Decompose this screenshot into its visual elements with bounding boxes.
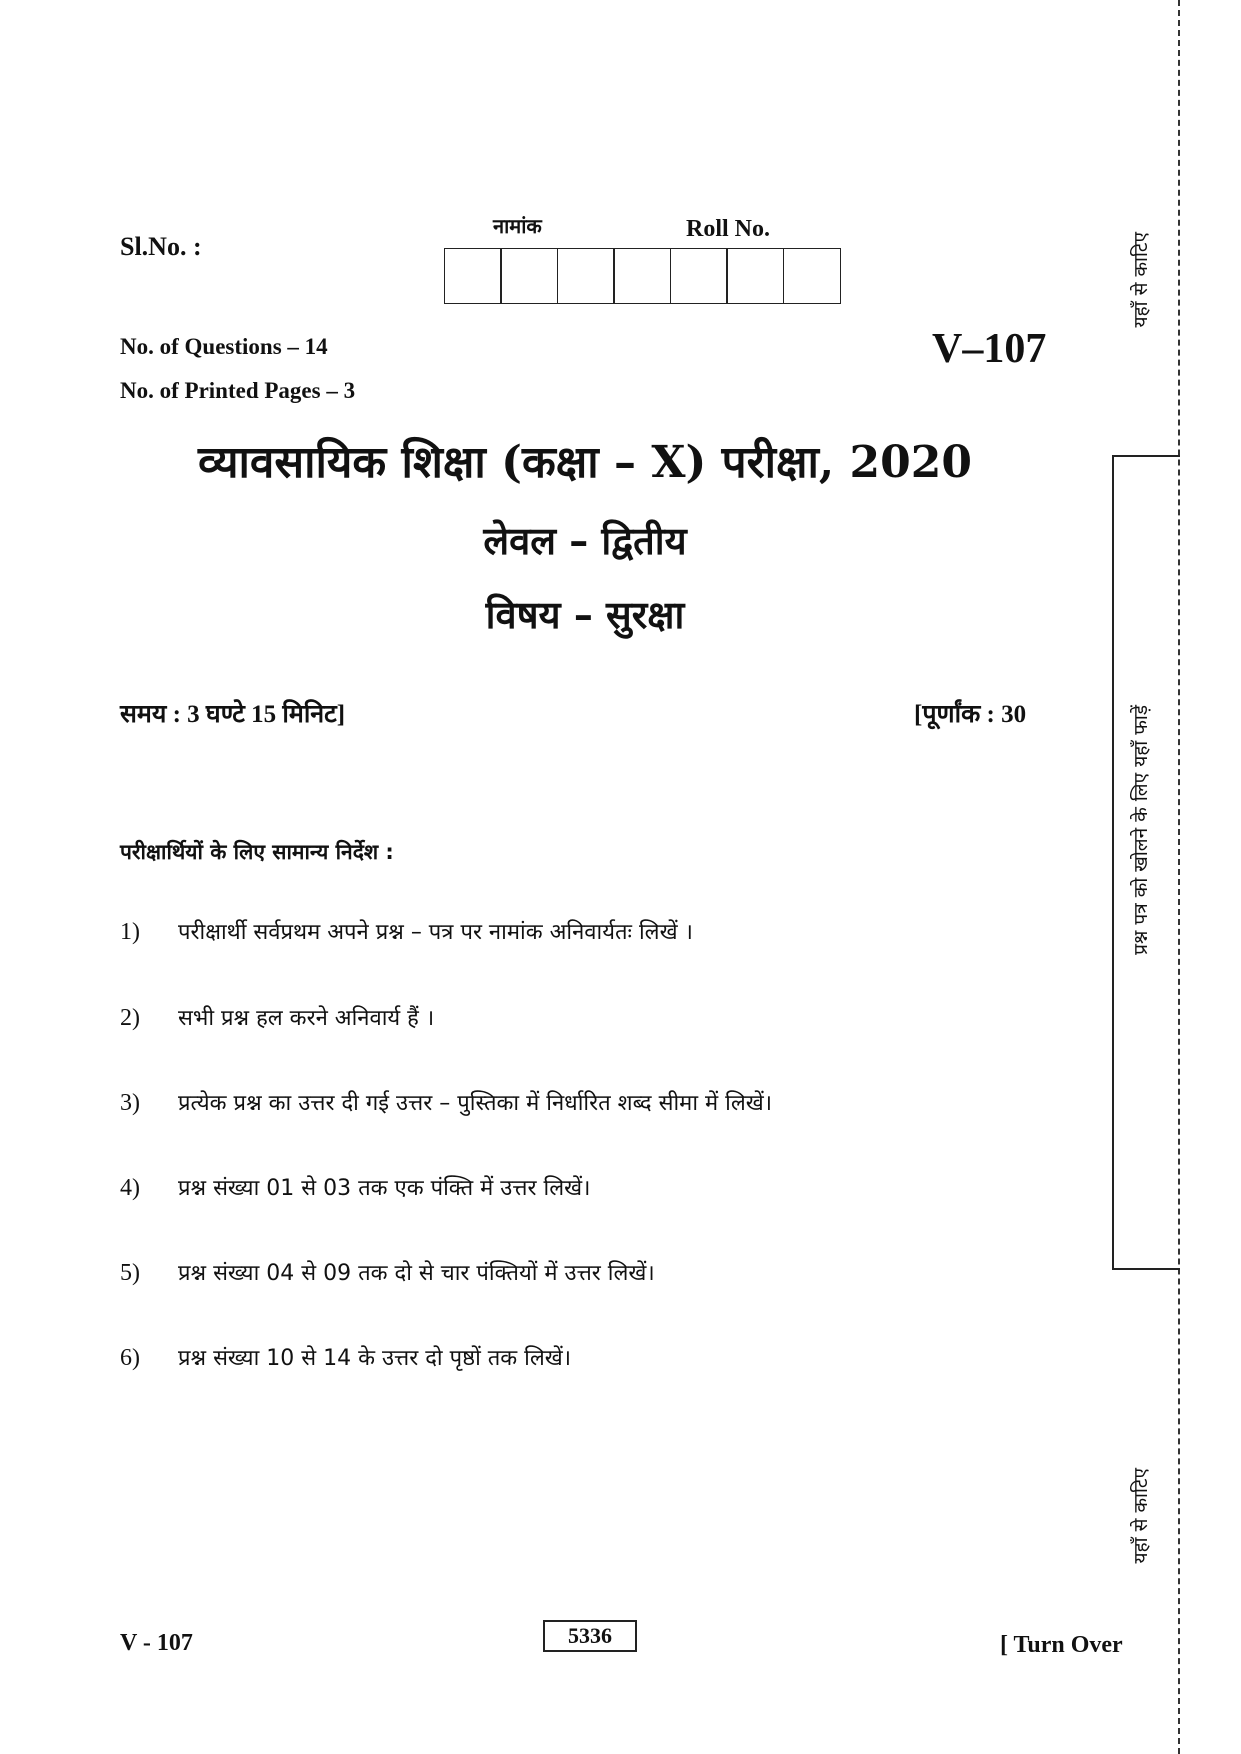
level-title: लेवल – द्वितीय — [483, 519, 687, 563]
roll-box[interactable] — [783, 248, 841, 304]
instruction-number: 3) — [120, 1090, 140, 1116]
instruction-item — [120, 1172, 590, 1202]
roll-number-boxes[interactable] — [445, 248, 841, 304]
roll-box[interactable] — [444, 248, 502, 304]
exam-title: व्यावसायिक शिक्षा (कक्षा – X) परीक्षा, 2020 — [197, 437, 973, 488]
serial-number-label: Sl.No. : — [120, 232, 202, 261]
time-allowed: समय : 3 घण्टे 15 मिनिट] — [120, 701, 346, 728]
instruction-item — [120, 916, 693, 946]
instruction-number: 6) — [120, 1345, 140, 1371]
cut-here-top-label: यहाँ से काटिए — [1130, 232, 1152, 328]
number-of-questions: No. of Questions – 14 — [120, 334, 328, 359]
paper-code: V–107 — [932, 326, 1047, 372]
instruction-number: 4) — [120, 1175, 140, 1201]
roll-label-english: Roll No. — [686, 216, 770, 242]
instruction-number: 2) — [120, 1005, 140, 1031]
instruction-text: सभी प्रश्न हल करने अनिवार्य हैं । — [178, 1006, 435, 1031]
footer-paper-code: V - 107 — [120, 1630, 193, 1656]
number-of-pages: No. of Printed Pages – 3 — [120, 378, 356, 403]
footer-serial-box: 5336 — [543, 1620, 637, 1652]
instruction-text: प्रश्न संख्या 04 से 09 तक दो से चार पंक्तियों में उत्तर लिखें। — [178, 1261, 655, 1286]
tear-here-label: प्रश्न पत्र को खोलने के लिए यहाँ फाड़ें — [1130, 705, 1152, 955]
cut-here-bottom-label: यहाँ से काटिए — [1130, 1468, 1152, 1564]
instruction-item — [120, 1257, 655, 1287]
instruction-text: प्रश्न संख्या 01 से 03 तक एक पंक्ति में उत्तर लिखें। — [178, 1176, 591, 1201]
instruction-item — [120, 1087, 772, 1117]
instruction-number: 5) — [120, 1260, 140, 1286]
roll-box[interactable] — [500, 248, 558, 304]
subject-title: विषय – सुरक्षा — [485, 593, 685, 637]
instructions-heading: परीक्षार्थियों के लिए सामान्य निर्देश : — [120, 840, 394, 864]
turn-over-label: [ Turn Over — [1000, 1632, 1123, 1658]
roll-label-hindi: नामांक — [493, 214, 542, 238]
instruction-text: प्रश्न संख्या 10 से 14 के उत्तर दो पृष्ठों तक लिखें। — [178, 1346, 572, 1371]
roll-box[interactable] — [557, 248, 615, 304]
instruction-item — [120, 1002, 434, 1032]
roll-box[interactable] — [670, 248, 728, 304]
roll-box[interactable] — [613, 248, 671, 304]
instruction-number: 1) — [120, 919, 140, 945]
instruction-text: प्रत्येक प्रश्न का उत्तर दी गई उत्तर – पुस्तिका में निर्धारित शब्द सीमा में लिखें। — [178, 1091, 773, 1116]
roll-box[interactable] — [726, 248, 784, 304]
maximum-marks: [पूर्णांक : 30 — [914, 701, 1027, 728]
instruction-item — [120, 1342, 571, 1372]
instruction-text: परीक्षार्थी सर्वप्रथम अपने प्रश्न – पत्र पर नामांक अनिवार्यतः लिखें । — [178, 920, 693, 945]
